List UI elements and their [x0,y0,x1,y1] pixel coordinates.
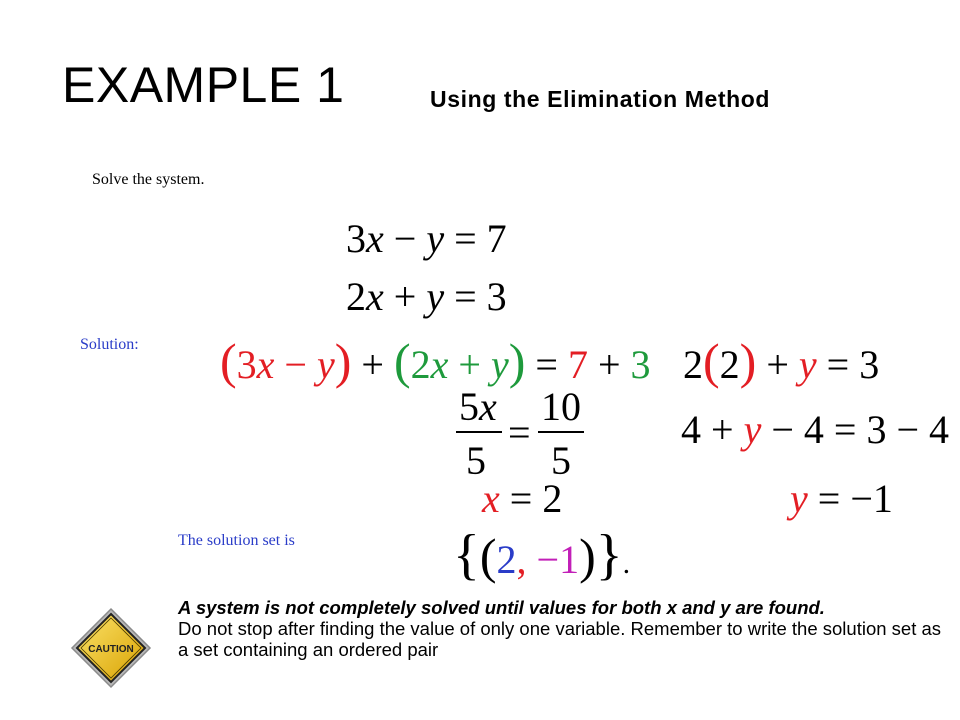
step-substitute [683,333,879,389]
page-subtitle: Using the Elimination Method [430,86,771,112]
caution-body-text: Do not stop after finding the value of only one variable. Remember to write the solution set as a set containing an ordered pair [178,618,942,660]
step-add-equations [220,333,651,389]
svg-text:5x: 5x [459,384,497,429]
step-subtract [681,407,949,452]
solution-label: Solution: [80,336,139,353]
caution-bold-text: A system is not completely solved until values for both x and y are found. [178,597,825,618]
step-y-value [786,476,893,521]
page-title: EXAMPLE 1 [62,57,345,113]
svg-text:3x − y = 7: 3x − y = 7 [346,216,507,261]
svg-text:(3x − y) + (2x + y) = 7 + 3: (3x − y) + (2x + y) = 7 + 3 [220,333,651,389]
solution-set [453,524,630,586]
svg-text:2(2) + y = 3: 2(2) + y = 3 [683,333,880,389]
equation-1 [346,216,507,261]
svg-text:y = −1: y = −1 [790,476,893,521]
caution-note [178,597,953,660]
caution-sign-icon [70,607,152,689]
solution-set-label: The solution set is [178,532,295,549]
equation-2 [346,274,507,319]
step-divide [456,384,584,483]
svg-text:x = 2: x = 2 [482,476,563,521]
svg-text:{(2, −1)}.: {(2, −1)}. [453,524,631,586]
svg-text:10: 10 [541,384,581,429]
svg-text:4 + y − 4 = 3 − 4: 4 + y − 4 = 3 − 4 [681,407,950,452]
caution-sign-label: CAUTION [88,644,134,655]
svg-text:5: 5 [466,438,486,483]
svg-text:2x + y = 3: 2x + y = 3 [346,274,507,319]
step-x-value [481,476,562,521]
svg-text:=: = [508,410,531,455]
problem-prompt: Solve the system. [92,171,205,188]
svg-text:5: 5 [551,438,571,483]
